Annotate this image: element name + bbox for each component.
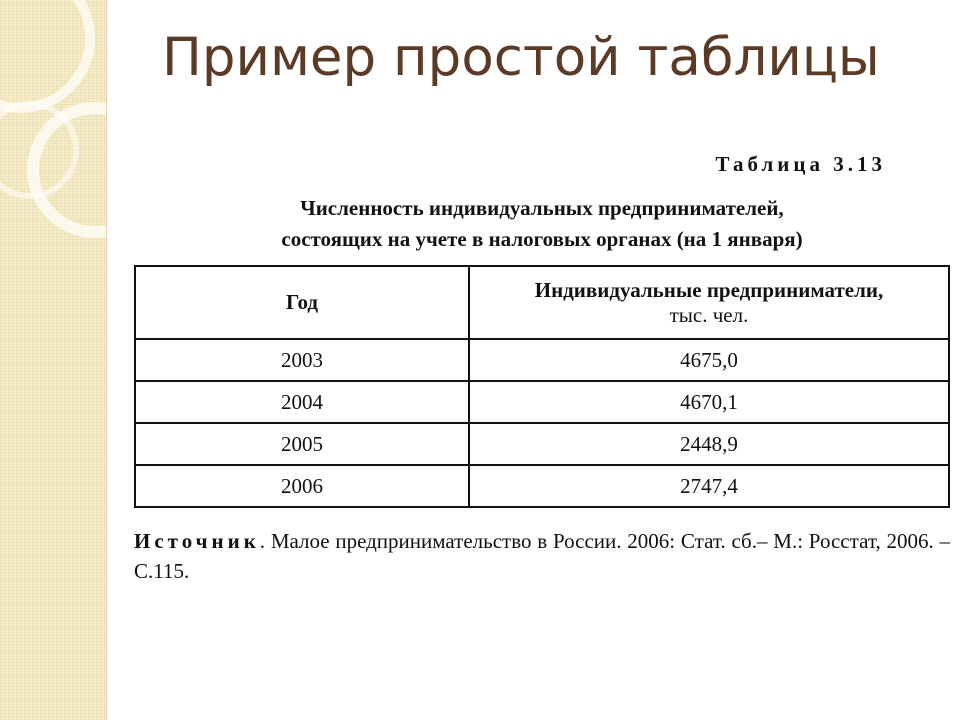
- decorative-rings-icon: [0, 0, 106, 720]
- cell-value: 2747,4: [469, 465, 949, 507]
- cell-year: 2005: [135, 423, 469, 465]
- header-year: Год: [135, 266, 469, 339]
- table-row: [135, 423, 949, 465]
- cell-value: 4675,0: [469, 339, 949, 381]
- decorative-side-band: [0, 0, 107, 720]
- table-row: [135, 339, 949, 381]
- header-entrepreneurs: [469, 266, 949, 339]
- source-label: Источник: [134, 529, 260, 553]
- cell-value: 4670,1: [469, 381, 949, 423]
- cell-value: 2448,9: [469, 423, 949, 465]
- cell-year: 2006: [135, 465, 469, 507]
- source-note: [134, 526, 950, 586]
- cell-year: 2004: [135, 381, 469, 423]
- header-entrepreneurs-line2: тыс. чел.: [669, 302, 749, 327]
- slide-title: Пример простой таблицы: [162, 27, 880, 88]
- header-entrepreneurs-line1: Индивидуальные предприниматели,: [534, 277, 884, 302]
- cell-year: 2003: [135, 339, 469, 381]
- table-row: [135, 381, 949, 423]
- data-table: [134, 265, 950, 508]
- table-header-row: [135, 266, 949, 339]
- table-number: Таблица 3.13: [715, 152, 886, 176]
- table-row: [135, 465, 949, 507]
- table-caption-line1: Численность индивидуальных предпринимателей,: [300, 196, 784, 220]
- table-caption-line2: состоящих на учете в налоговых органах (на 1 января): [281, 227, 803, 251]
- source-text: . Малое предпринимательство в России. 2006: Стат. сб.– М.: Росстат, 2006. – С.115.: [134, 529, 950, 583]
